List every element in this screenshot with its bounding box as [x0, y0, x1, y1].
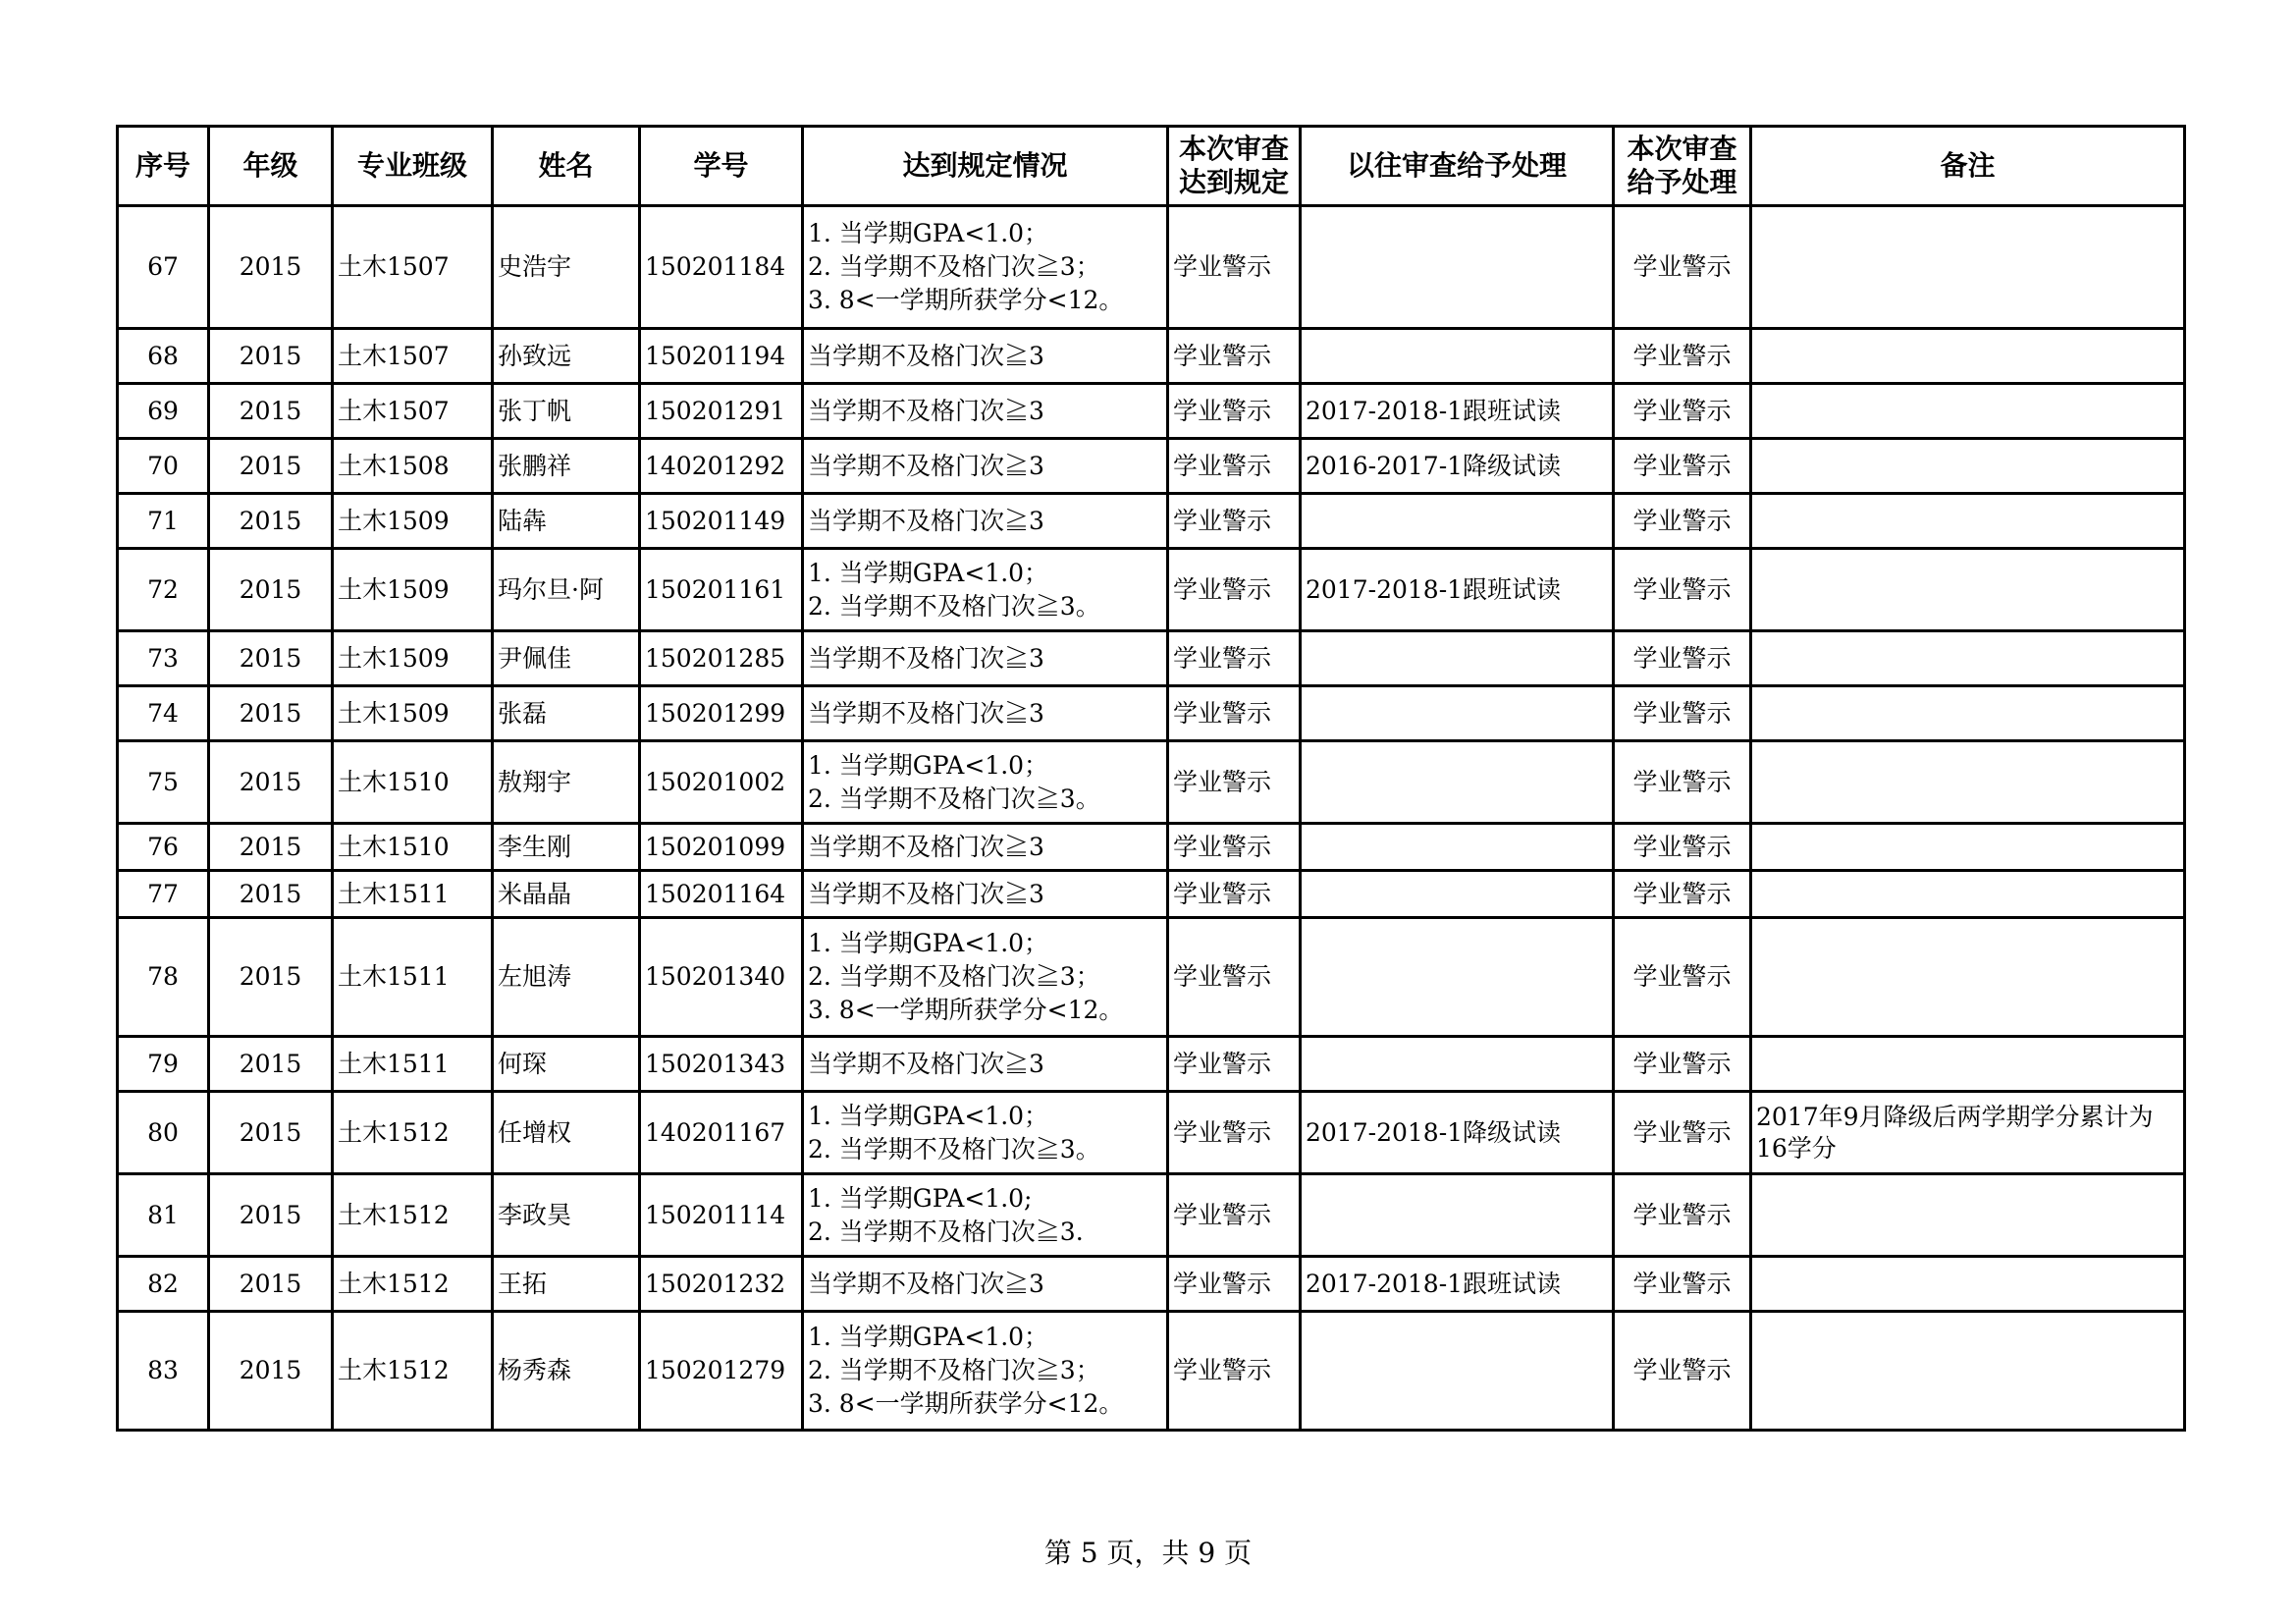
cell-name: 任增权	[493, 1092, 640, 1174]
header-student-id: 学号	[640, 127, 803, 206]
cell-condition	[803, 384, 1168, 439]
cell-seq: 80	[118, 1092, 209, 1174]
cell-past-action	[1301, 1312, 1614, 1431]
condition-line: 1. 当学期GPA<1.0;	[808, 1183, 1033, 1213]
cell-review: 学业警示	[1168, 549, 1301, 631]
table-row	[118, 1037, 2185, 1092]
cell-review: 学业警示	[1168, 329, 1301, 384]
cell-review: 学业警示	[1168, 824, 1301, 871]
table-row	[118, 1174, 2185, 1257]
cell-name: 杨秀森	[493, 1312, 640, 1431]
header-seq: 序号	[118, 127, 209, 206]
table-row	[118, 741, 2185, 824]
cell-seq: 76	[118, 824, 209, 871]
cell-past-action: 2017-2018-1跟班试读	[1301, 384, 1614, 439]
cell-review: 学业警示	[1168, 1092, 1301, 1174]
cell-class: 土木1510	[333, 741, 493, 824]
header-condition: 达到规定情况	[803, 127, 1168, 206]
cell-student-id: 150201184	[640, 206, 803, 329]
cell-remark	[1751, 549, 2185, 631]
cell-grade: 2015	[209, 1037, 333, 1092]
header-action	[1614, 127, 1751, 206]
cell-remark: 2017年9月降级后两学期学分累计为16学分	[1751, 1092, 2185, 1174]
condition-line: 2. 当学期不及格门次≧3。	[808, 591, 1100, 621]
cell-name: 玛尔旦·阿	[493, 549, 640, 631]
cell-seq: 72	[118, 549, 209, 631]
table-row	[118, 1257, 2185, 1312]
condition-line: 当学期不及格门次≧3	[808, 832, 1044, 861]
cell-seq: 73	[118, 631, 209, 686]
cell-grade: 2015	[209, 1174, 333, 1257]
table-row	[118, 1312, 2185, 1431]
cell-condition	[803, 1312, 1168, 1431]
cell-class: 土木1508	[333, 439, 493, 494]
cell-condition	[803, 631, 1168, 686]
table-row	[118, 384, 2185, 439]
condition-line: 当学期不及格门次≧3	[808, 879, 1044, 908]
cell-past-action	[1301, 206, 1614, 329]
condition-line: 当学期不及格门次≧3	[808, 698, 1044, 728]
cell-action: 学业警示	[1614, 1037, 1751, 1092]
cell-student-id: 150201161	[640, 549, 803, 631]
cell-class: 土木1507	[333, 206, 493, 329]
cell-seq: 78	[118, 918, 209, 1037]
cell-condition	[803, 1174, 1168, 1257]
cell-action: 学业警示	[1614, 824, 1751, 871]
cell-remark	[1751, 206, 2185, 329]
condition-line: 2. 当学期不及格门次≧3.	[808, 1217, 1084, 1246]
cell-student-id: 150201340	[640, 918, 803, 1037]
cell-action: 学业警示	[1614, 1174, 1751, 1257]
condition-line: 2. 当学期不及格门次≧3；	[808, 962, 1100, 991]
cell-class: 土木1509	[333, 549, 493, 631]
cell-action: 学业警示	[1614, 494, 1751, 549]
cell-remark	[1751, 1174, 2185, 1257]
table-body	[118, 206, 2185, 1431]
cell-past-action	[1301, 741, 1614, 824]
cell-student-id: 150201279	[640, 1312, 803, 1431]
cell-remark	[1751, 1257, 2185, 1312]
cell-past-action	[1301, 329, 1614, 384]
cell-remark	[1751, 918, 2185, 1037]
cell-seq: 83	[118, 1312, 209, 1431]
header-review	[1168, 127, 1301, 206]
cell-review: 学业警示	[1168, 1037, 1301, 1092]
cell-action: 学业警示	[1614, 686, 1751, 741]
condition-line: 当学期不及格门次≧3	[808, 1269, 1044, 1298]
condition-line: 当学期不及格门次≧3	[808, 396, 1044, 425]
cell-action: 学业警示	[1614, 1312, 1751, 1431]
cell-name: 米晶晶	[493, 871, 640, 918]
condition-line: 当学期不及格门次≧3	[808, 341, 1044, 370]
cell-remark	[1751, 439, 2185, 494]
cell-review: 学业警示	[1168, 384, 1301, 439]
cell-class: 土木1512	[333, 1174, 493, 1257]
cell-condition	[803, 494, 1168, 549]
cell-grade: 2015	[209, 871, 333, 918]
condition-line: 1. 当学期GPA<1.0；	[808, 219, 1049, 247]
header-past-action: 以往审查给予处理	[1301, 127, 1614, 206]
cell-grade: 2015	[209, 494, 333, 549]
cell-action: 学业警示	[1614, 206, 1751, 329]
cell-past-action: 2016-2017-1降级试读	[1301, 439, 1614, 494]
cell-seq: 77	[118, 871, 209, 918]
cell-action: 学业警示	[1614, 439, 1751, 494]
cell-student-id: 150201164	[640, 871, 803, 918]
cell-student-id: 150201114	[640, 1174, 803, 1257]
cell-review: 学业警示	[1168, 686, 1301, 741]
cell-remark	[1751, 384, 2185, 439]
header-class: 专业班级	[333, 127, 493, 206]
cell-class: 土木1510	[333, 824, 493, 871]
condition-line: 2. 当学期不及格门次≧3；	[808, 252, 1100, 281]
cell-class: 土木1507	[333, 384, 493, 439]
table-row	[118, 494, 2185, 549]
cell-remark	[1751, 741, 2185, 824]
cell-action: 学业警示	[1614, 741, 1751, 824]
cell-seq: 68	[118, 329, 209, 384]
cell-remark	[1751, 329, 2185, 384]
cell-action: 学业警示	[1614, 871, 1751, 918]
cell-review: 学业警示	[1168, 439, 1301, 494]
condition-line: 1. 当学期GPA<1.0；	[808, 750, 1049, 780]
cell-remark	[1751, 631, 2185, 686]
cell-grade: 2015	[209, 384, 333, 439]
cell-past-action	[1301, 494, 1614, 549]
cell-review: 学业警示	[1168, 631, 1301, 686]
table-row	[118, 1092, 2185, 1174]
cell-condition	[803, 329, 1168, 384]
cell-student-id: 140201292	[640, 439, 803, 494]
cell-remark	[1751, 686, 2185, 741]
header-name: 姓名	[493, 127, 640, 206]
cell-class: 土木1511	[333, 918, 493, 1037]
header-grade: 年级	[209, 127, 333, 206]
cell-past-action	[1301, 871, 1614, 918]
condition-line: 1. 当学期GPA<1.0；	[808, 929, 1049, 957]
condition-line: 1. 当学期GPA<1.0；	[808, 558, 1049, 587]
cell-class: 土木1507	[333, 329, 493, 384]
cell-grade: 2015	[209, 329, 333, 384]
cell-condition	[803, 1037, 1168, 1092]
cell-action: 学业警示	[1614, 1257, 1751, 1312]
cell-class: 土木1509	[333, 494, 493, 549]
cell-student-id: 150201299	[640, 686, 803, 741]
table-row	[118, 871, 2185, 918]
cell-review: 学业警示	[1168, 741, 1301, 824]
cell-grade: 2015	[209, 918, 333, 1037]
table-row	[118, 686, 2185, 741]
cell-seq: 79	[118, 1037, 209, 1092]
cell-remark	[1751, 871, 2185, 918]
cell-student-id: 150201291	[640, 384, 803, 439]
cell-grade: 2015	[209, 206, 333, 329]
cell-review: 学业警示	[1168, 1174, 1301, 1257]
table-row	[118, 439, 2185, 494]
condition-line: 3. 8<一学期所获学分<12。	[808, 1389, 1124, 1418]
cell-student-id: 150201232	[640, 1257, 803, 1312]
cell-past-action	[1301, 1037, 1614, 1092]
cell-name: 张磊	[493, 686, 640, 741]
table-row	[118, 549, 2185, 631]
table-row	[118, 329, 2185, 384]
cell-student-id: 150201002	[640, 741, 803, 824]
cell-name: 张鹏祥	[493, 439, 640, 494]
condition-line: 1. 当学期GPA<1.0；	[808, 1101, 1049, 1130]
header-remark: 备注	[1751, 127, 2185, 206]
cell-name: 陆犇	[493, 494, 640, 549]
cell-grade: 2015	[209, 549, 333, 631]
condition-line: 2. 当学期不及格门次≧3。	[808, 784, 1100, 813]
cell-name: 李政昊	[493, 1174, 640, 1257]
cell-name: 左旭涛	[493, 918, 640, 1037]
cell-grade: 2015	[209, 686, 333, 741]
table-header-row	[118, 127, 2185, 206]
condition-line: 3. 8<一学期所获学分<12。	[808, 996, 1124, 1024]
table-row	[118, 206, 2185, 329]
cell-name: 史浩宇	[493, 206, 640, 329]
cell-class: 土木1509	[333, 631, 493, 686]
cell-grade: 2015	[209, 1092, 333, 1174]
cell-review: 学业警示	[1168, 871, 1301, 918]
cell-action: 学业警示	[1614, 384, 1751, 439]
cell-name: 张丁帆	[493, 384, 640, 439]
cell-grade: 2015	[209, 741, 333, 824]
cell-action: 学业警示	[1614, 631, 1751, 686]
cell-seq: 81	[118, 1174, 209, 1257]
cell-past-action: 2017-2018-1跟班试读	[1301, 1257, 1614, 1312]
cell-class: 土木1511	[333, 871, 493, 918]
header-action-line2: 给予处理	[1627, 166, 1737, 198]
condition-line: 当学期不及格门次≧3	[808, 451, 1044, 480]
cell-name: 何琛	[493, 1037, 640, 1092]
condition-line: 1. 当学期GPA<1.0；	[808, 1323, 1049, 1351]
cell-class: 土木1511	[333, 1037, 493, 1092]
cell-review: 学业警示	[1168, 918, 1301, 1037]
cell-remark	[1751, 824, 2185, 871]
table-row	[118, 631, 2185, 686]
cell-student-id: 150201149	[640, 494, 803, 549]
cell-name: 王拓	[493, 1257, 640, 1312]
cell-seq: 75	[118, 741, 209, 824]
cell-seq: 67	[118, 206, 209, 329]
cell-review: 学业警示	[1168, 1312, 1301, 1431]
cell-grade: 2015	[209, 439, 333, 494]
header-action-line1: 本次审查	[1627, 133, 1737, 165]
cell-grade: 2015	[209, 824, 333, 871]
cell-grade: 2015	[209, 1257, 333, 1312]
cell-student-id: 150201194	[640, 329, 803, 384]
cell-seq: 71	[118, 494, 209, 549]
cell-name: 尹佩佳	[493, 631, 640, 686]
cell-class: 土木1512	[333, 1312, 493, 1431]
cell-condition	[803, 686, 1168, 741]
cell-condition	[803, 741, 1168, 824]
condition-line: 2. 当学期不及格门次≧3；	[808, 1356, 1100, 1384]
cell-class: 土木1509	[333, 686, 493, 741]
cell-past-action	[1301, 1174, 1614, 1257]
condition-line: 当学期不及格门次≧3	[808, 643, 1044, 673]
header-review-line2: 达到规定	[1178, 166, 1289, 198]
cell-past-action	[1301, 824, 1614, 871]
cell-condition	[803, 549, 1168, 631]
cell-condition	[803, 1257, 1168, 1312]
cell-seq: 70	[118, 439, 209, 494]
cell-name: 李生刚	[493, 824, 640, 871]
cell-past-action: 2017-2018-1跟班试读	[1301, 549, 1614, 631]
cell-condition	[803, 206, 1168, 329]
header-review-line1: 本次审查	[1178, 133, 1289, 165]
cell-student-id: 140201167	[640, 1092, 803, 1174]
cell-action: 学业警示	[1614, 1092, 1751, 1174]
cell-seq: 74	[118, 686, 209, 741]
cell-grade: 2015	[209, 631, 333, 686]
cell-past-action	[1301, 631, 1614, 686]
cell-action: 学业警示	[1614, 549, 1751, 631]
condition-line: 当学期不及格门次≧3	[808, 1049, 1044, 1078]
cell-action: 学业警示	[1614, 329, 1751, 384]
cell-name: 敖翔宇	[493, 741, 640, 824]
academic-warning-table	[116, 125, 2186, 1432]
cell-name: 孙致远	[493, 329, 640, 384]
cell-student-id: 150201099	[640, 824, 803, 871]
cell-remark	[1751, 1037, 2185, 1092]
cell-condition	[803, 1092, 1168, 1174]
cell-student-id: 150201285	[640, 631, 803, 686]
cell-review: 学业警示	[1168, 1257, 1301, 1312]
cell-review: 学业警示	[1168, 206, 1301, 329]
cell-grade: 2015	[209, 1312, 333, 1431]
table-row	[118, 918, 2185, 1037]
cell-past-action	[1301, 686, 1614, 741]
page-footer: 第 5 页，共 9 页	[1043, 1537, 1253, 1569]
cell-remark	[1751, 1312, 2185, 1431]
cell-past-action: 2017-2018-1降级试读	[1301, 1092, 1614, 1174]
cell-seq: 69	[118, 384, 209, 439]
condition-line: 2. 当学期不及格门次≧3。	[808, 1134, 1100, 1164]
cell-class: 土木1512	[333, 1092, 493, 1174]
cell-remark	[1751, 494, 2185, 549]
cell-condition	[803, 918, 1168, 1037]
table-row	[118, 824, 2185, 871]
cell-condition	[803, 439, 1168, 494]
cell-review: 学业警示	[1168, 494, 1301, 549]
cell-action: 学业警示	[1614, 918, 1751, 1037]
cell-student-id: 150201343	[640, 1037, 803, 1092]
condition-line: 3. 8<一学期所获学分<12。	[808, 286, 1124, 314]
cell-class: 土木1512	[333, 1257, 493, 1312]
cell-condition	[803, 824, 1168, 871]
condition-line: 当学期不及格门次≧3	[808, 506, 1044, 535]
cell-seq: 82	[118, 1257, 209, 1312]
cell-condition	[803, 871, 1168, 918]
cell-past-action	[1301, 918, 1614, 1037]
